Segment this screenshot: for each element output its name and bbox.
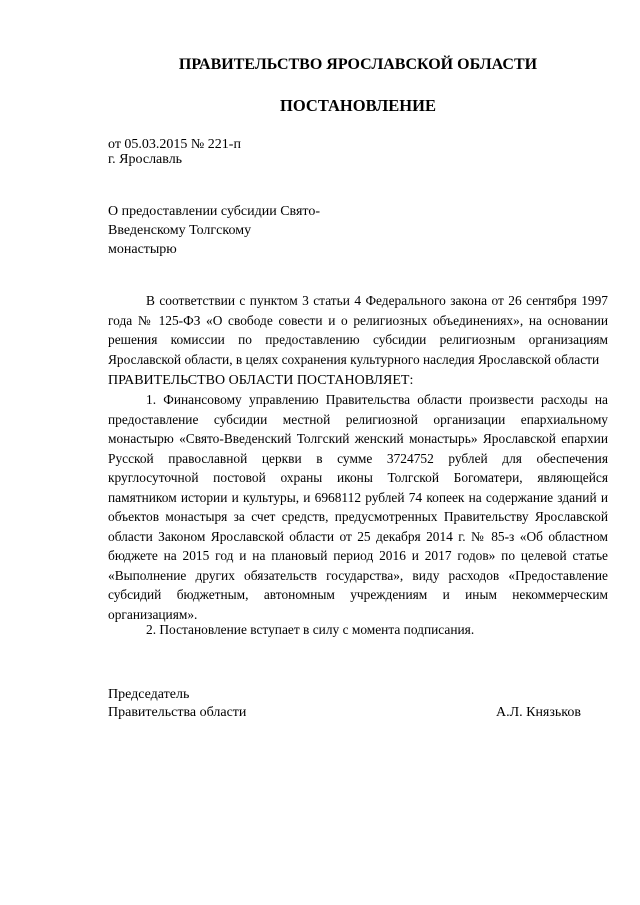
signature-title-2: Правительства области <box>108 705 247 720</box>
subject-line-3: монастырю <box>108 242 177 257</box>
signatory-name: А.Л. Князьков <box>496 705 581 720</box>
preamble-paragraph: В соответствии с пунктом 3 статьи 4 Федерального закона от 26 сентября 1997 года № 125-ФЗ «О свободе совести и о религиозных объединениях», на основании решения комиссии по предоставлению субсидии религиозным организациям Ярославской области, в целях сохранения культурного наследия Ярославской области <box>108 293 608 367</box>
subject-line-1: О предоставлении субсидии Свято- <box>108 204 321 219</box>
city: г. Ярославль <box>108 152 183 167</box>
item-1-paragraph: 1. Финансовому управлению Правительства области произвести расходы на предоставление субсидии местной религиозной организации епархиальному монастырю «Свято-Введенский Толгский женский монастырь» Ярославской епархии Русской православной церкви в сумме 3724752 рублей для обеспечения круглосуточной постовой охраны иконы Толгской Богоматери, являющейся памятником истории и культуры, и 6968112 рублей 74 копеек на содержание зданий и объектов монастыря за счет средств, предусмотренных Правительству Ярославской области Законом Ярославской области от 25 декабря 2014 г. № 85-з «Об областном бюджете на 2015 год и на плановый период 2016 и 2017 годов» по целевой статье «Выполнение других обязательств государства», виду расходов «Предоставление субсидий бюджетным, автономным учреждениям и иным некоммерческим организациям». <box>108 392 608 622</box>
document-type: ПОСТАНОВЛЕНИЕ <box>280 96 436 115</box>
decree-line: ПРАВИТЕЛЬСТВО ОБЛАСТИ ПОСТАНОВЛЯЕТ: <box>108 373 414 388</box>
item-2-paragraph: 2. Постановление вступает в силу с момента подписания. <box>146 622 475 637</box>
government-title: ПРАВИТЕЛЬСТВО ЯРОСЛАВСКОЙ ОБЛАСТИ <box>178 56 538 73</box>
signature-title-1: Председатель <box>108 687 190 702</box>
date-number: от 05.03.2015 № 221-п <box>108 137 241 152</box>
subject-line-2: Введенскому Толгскому <box>108 223 252 238</box>
